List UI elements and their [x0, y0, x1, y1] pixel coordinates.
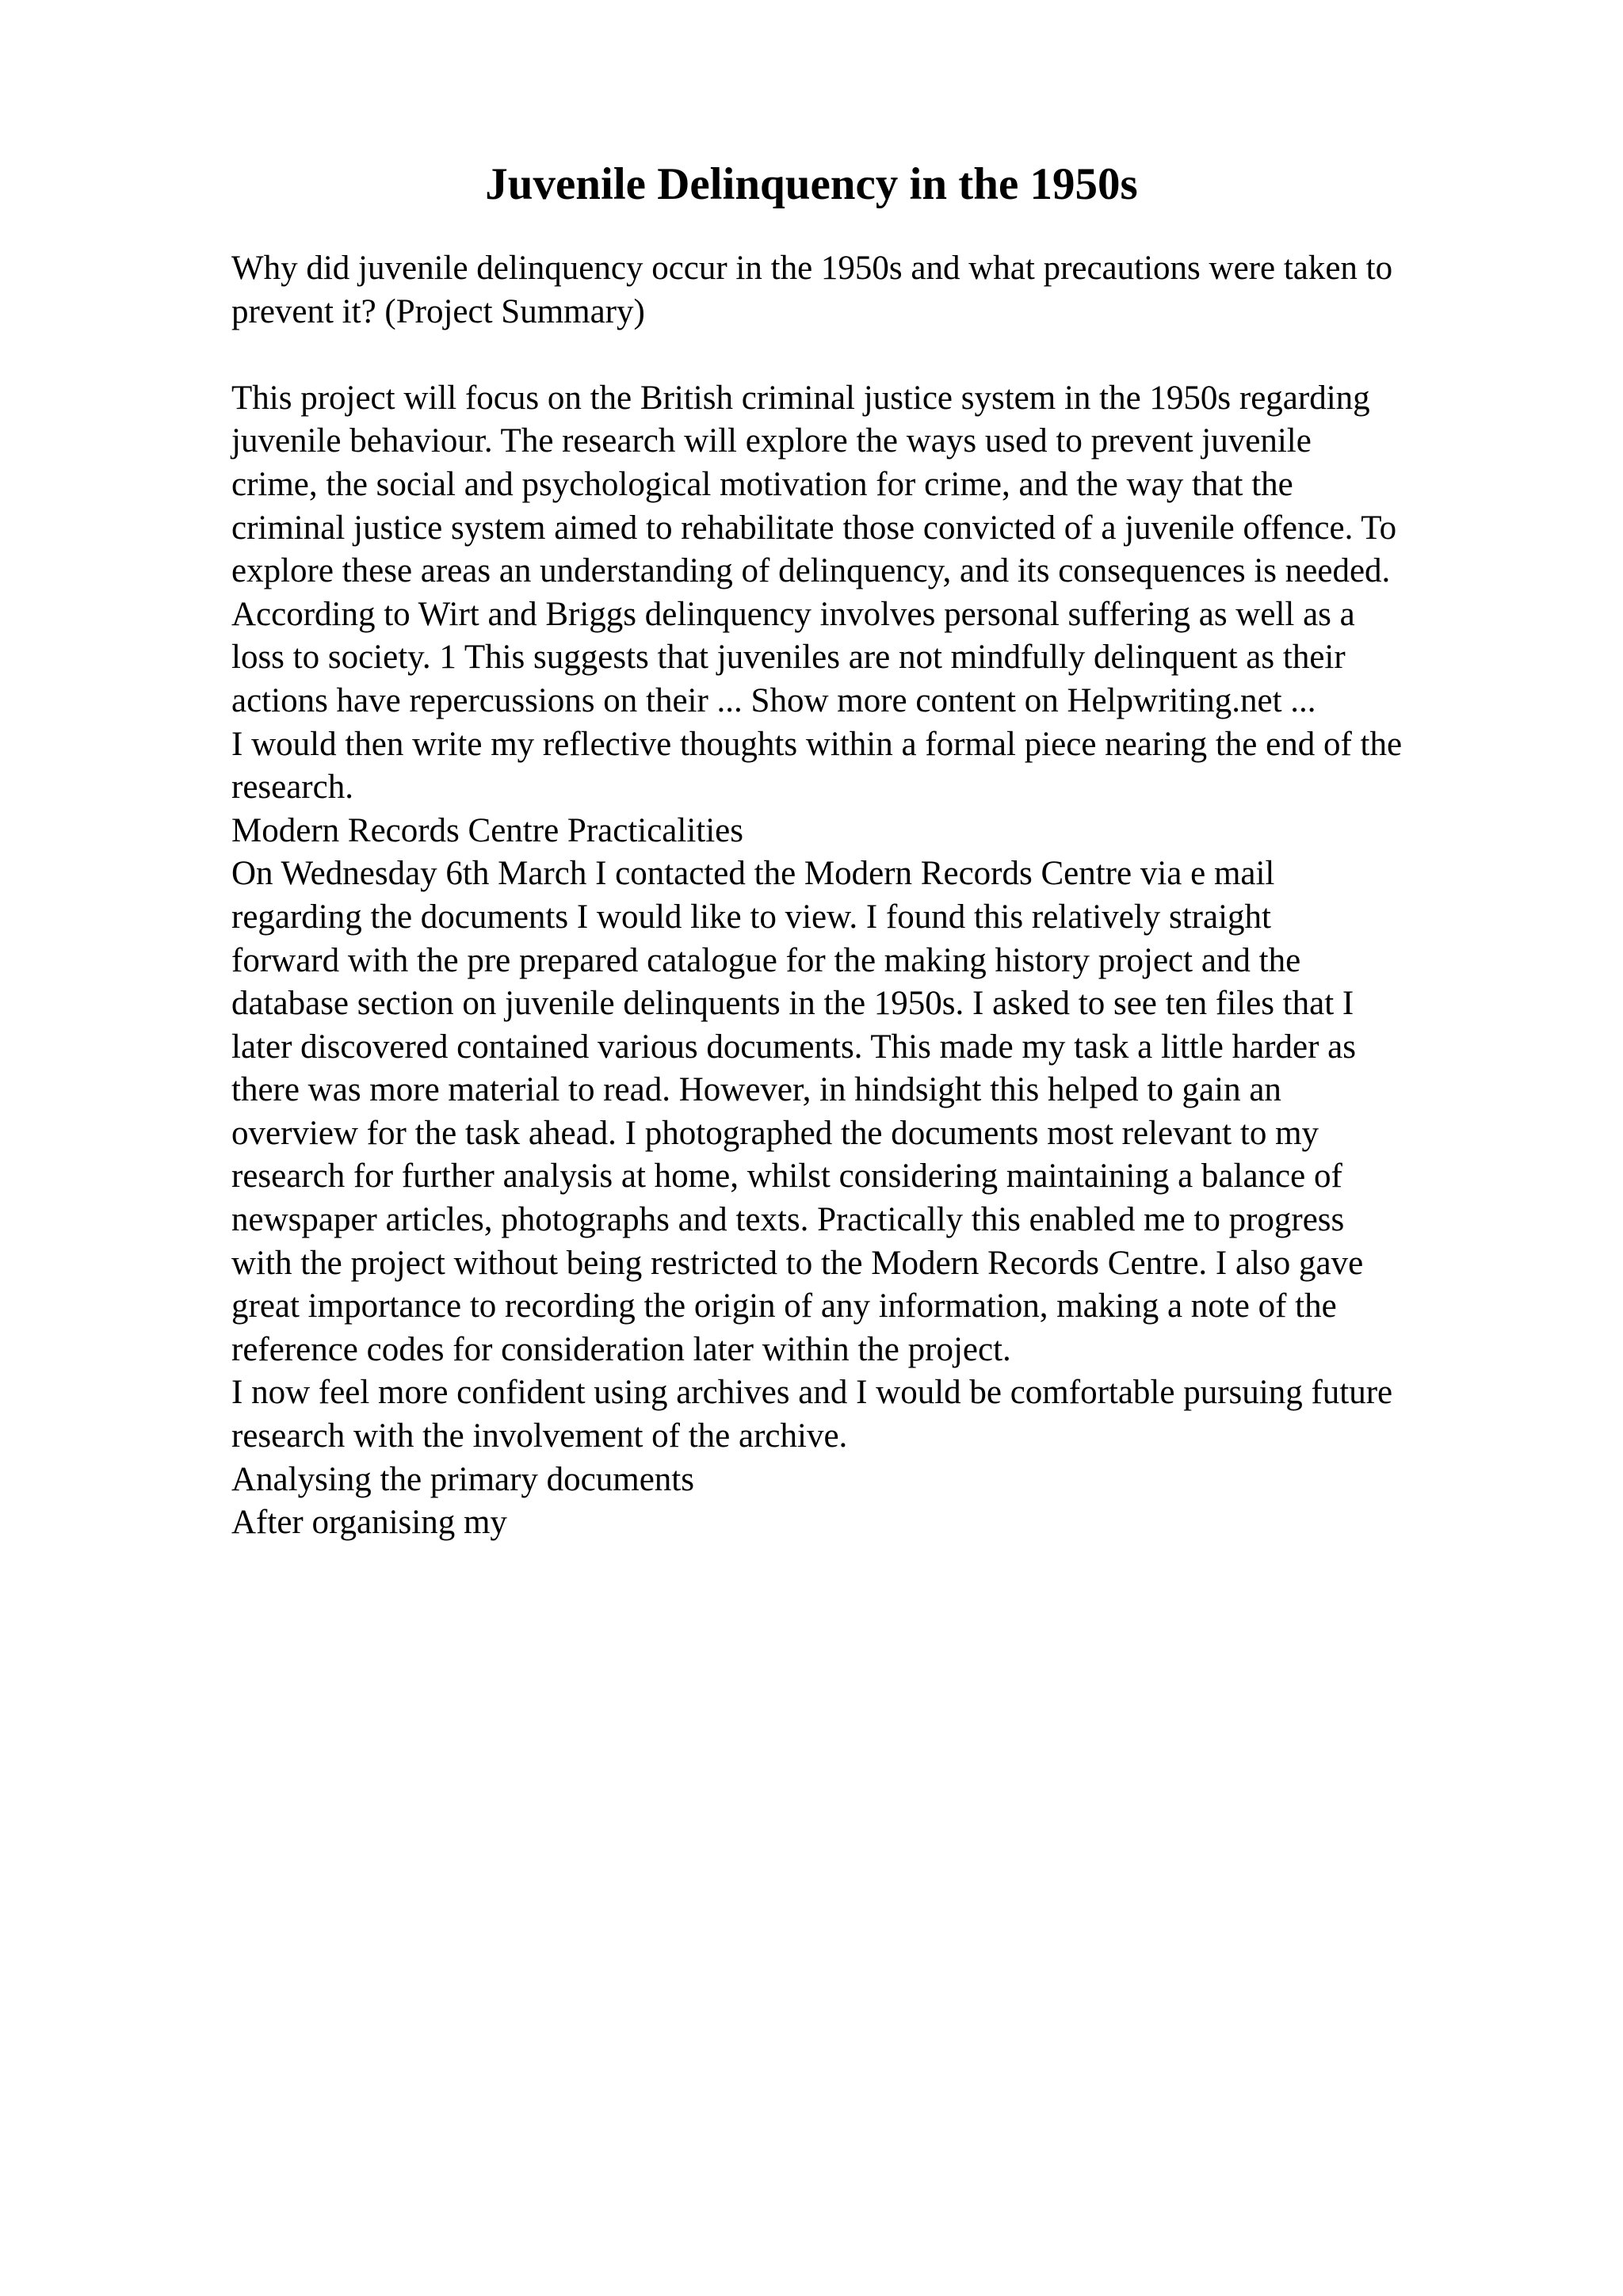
- text-line: criminal justice system aimed to rehabilitate those convicted of a juvenile offence. To: [231, 509, 1397, 547]
- text-line: regarding the documents I would like to view. I found this relatively straight: [231, 898, 1271, 936]
- text-line: Why did juvenile delinquency occur in the 1950s and what precautions were taken to: [231, 250, 1393, 287]
- text-line: crime, the social and psychological motivation for crime, and the way that the: [231, 465, 1293, 503]
- text-line: prevent it? (Project Summary): [231, 292, 645, 330]
- text-line: After organising my: [231, 1504, 507, 1542]
- paragraph-spacer: [231, 334, 1531, 377]
- text-line: reference codes for consideration later within the project.: [231, 1330, 1011, 1368]
- text-line: loss to society. 1 This suggests that juveniles are not mindfully delinquent as their: [231, 639, 1346, 677]
- section-heading: Modern Records Centre Practicalities: [231, 811, 743, 849]
- main-text: [231, 377, 1531, 1545]
- text-line: database section on juvenile delinquents in the 1950s. I asked to see ten files that I: [231, 985, 1354, 1023]
- document-title: Juvenile Delinquency in the 1950s: [485, 159, 1138, 209]
- text-line: there was more material to read. However, in hindsight this helped to gain an: [231, 1071, 1281, 1109]
- document-body: [231, 247, 1531, 1545]
- text-line: overview for the task ahead. I photographed the documents most relevant to my: [231, 1114, 1319, 1152]
- text-line: newspaper articles, photographs and texts. Practically this enabled me to progress: [231, 1201, 1345, 1239]
- section-heading: Analysing the primary documents: [231, 1460, 694, 1498]
- text-line: research with the involvement of the archive.: [231, 1417, 848, 1455]
- text-line: I now feel more confident using archives and I would be comfortable pursuing future: [231, 1374, 1393, 1412]
- text-line: explore these areas an understanding of delinquency, and its consequences is needed.: [231, 552, 1391, 590]
- text-line: According to Wirt and Briggs delinquency involves personal suffering as well as a: [231, 595, 1355, 633]
- text-line: This project will focus on the British criminal justice system in the 1950s regarding: [231, 379, 1370, 417]
- intro-paragraph: [231, 247, 1531, 334]
- text-line: juvenile behaviour. The research will explore the ways used to prevent juvenile: [231, 422, 1312, 460]
- text-line: research.: [231, 769, 353, 807]
- text-line: later discovered contained various documents. This made my task a little harder as: [231, 1028, 1356, 1066]
- text-line: great importance to recording the origin of any information, making a note of the: [231, 1287, 1337, 1325]
- text-line: research for further analysis at home, whilst considering maintaining a balance of: [231, 1158, 1342, 1196]
- text-line: actions have repercussions on their ... Show more content on Helpwriting.net ...: [231, 681, 1316, 719]
- text-line: forward with the pre prepared catalogue for the making history project and the: [231, 941, 1301, 979]
- text-line: I would then write my reflective thoughts within a formal piece nearing the end of the: [231, 725, 1403, 763]
- text-line: with the project without being restricted to the Modern Records Centre. I also gave: [231, 1244, 1364, 1282]
- text-line: On Wednesday 6th March I contacted the Modern Records Centre via e mail: [231, 855, 1275, 893]
